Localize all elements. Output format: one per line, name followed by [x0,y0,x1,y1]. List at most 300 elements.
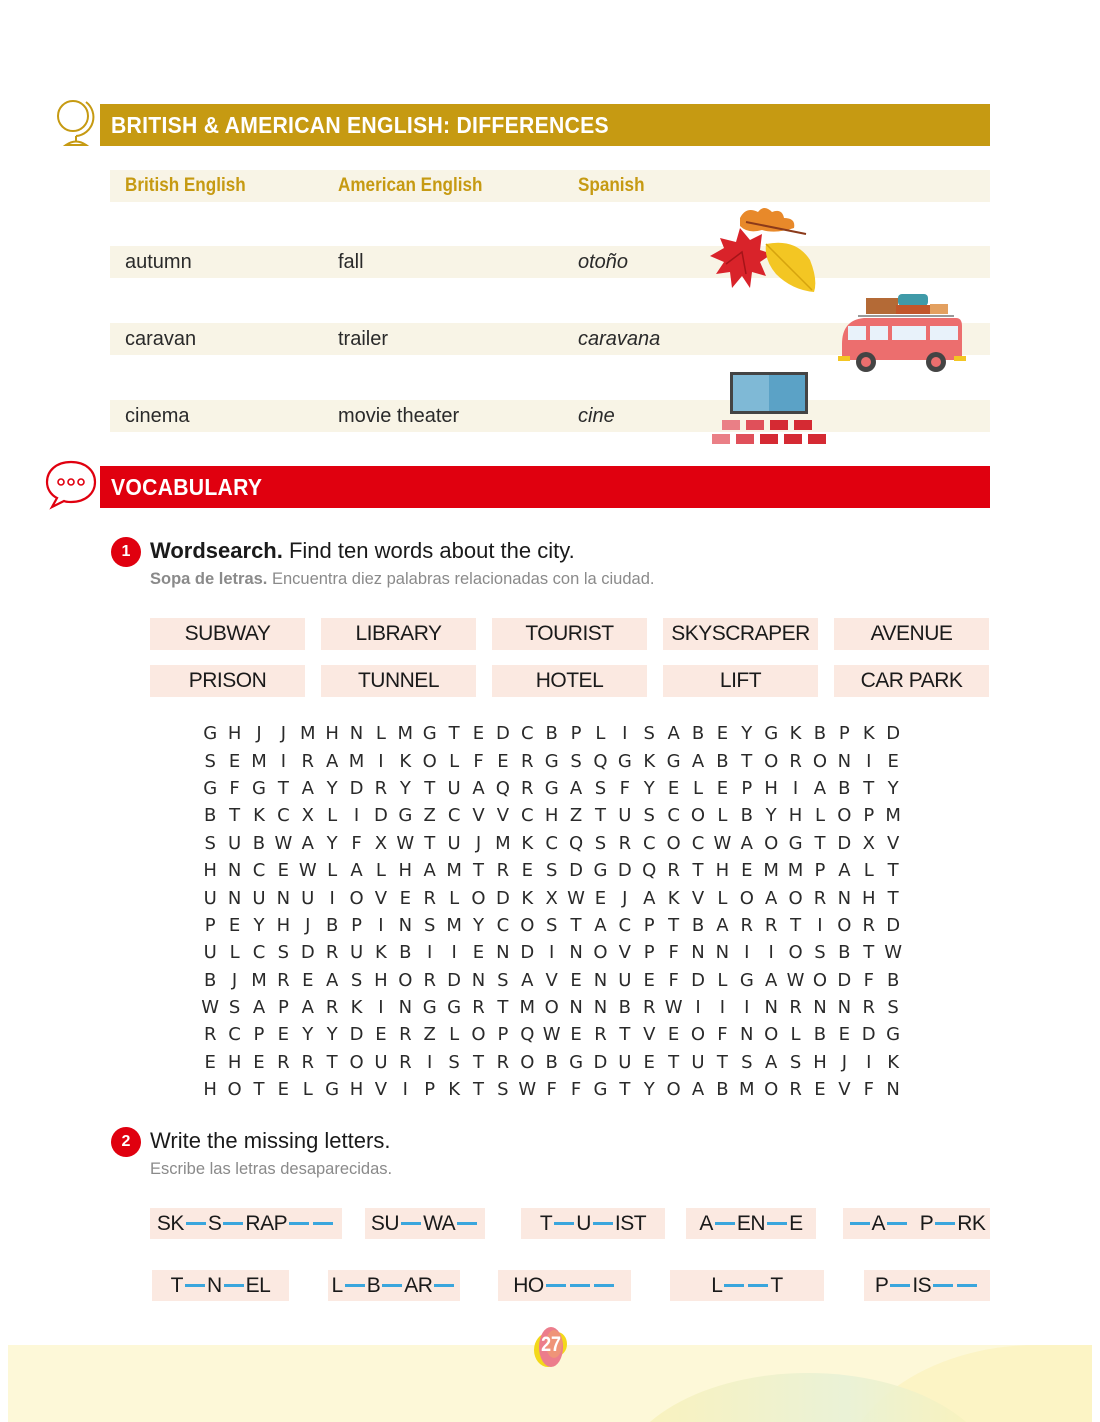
wordsearch-cell[interactable]: A [423,860,436,882]
wordsearch-cell[interactable]: C [447,805,461,827]
wordsearch-cell[interactable]: W [786,969,805,991]
wordsearch-cell[interactable]: A [325,750,339,772]
wordsearch-cell[interactable]: I [792,777,799,799]
wordsearch-cell[interactable]: I [402,1079,408,1101]
wordsearch-cell[interactable]: S [887,997,899,1019]
wordsearch-cell[interactable]: C [252,860,266,882]
wordsearch-cell[interactable]: M [397,723,414,745]
wordsearch-cell[interactable]: O [764,1024,779,1046]
wordsearch-cell[interactable]: M [519,997,536,1019]
wordsearch-cell[interactable]: V [691,887,705,909]
wordsearch-cell[interactable]: G [886,1024,901,1046]
letter-blank[interactable] [594,1284,614,1287]
wordsearch-cell[interactable]: Y [765,805,777,827]
wordsearch-cell[interactable]: X [374,832,388,854]
wordsearch-cell[interactable]: F [619,777,631,799]
wordsearch-cell[interactable]: I [719,997,726,1019]
wordsearch-cell[interactable]: B [740,805,753,827]
wordsearch-cell[interactable]: S [497,969,509,991]
wordsearch-cell[interactable]: N [398,997,413,1019]
wordsearch-cell[interactable]: U [618,805,632,827]
wordsearch-cell[interactable]: E [716,777,729,799]
letter-blank[interactable] [313,1222,333,1225]
letter-blank[interactable] [289,1222,309,1225]
wordsearch-cell[interactable]: L [375,723,386,745]
wordsearch-cell[interactable]: F [668,969,679,991]
wordsearch-cell[interactable]: D [837,832,852,854]
wordsearch-cell[interactable]: L [302,1079,313,1101]
wordsearch-cell[interactable]: W [884,942,903,964]
wordsearch-cell[interactable]: P [253,1024,265,1046]
wordsearch-cell[interactable]: A [569,777,583,799]
wordsearch-cell[interactable]: E [277,860,290,882]
wordsearch-cell[interactable]: D [691,969,705,991]
wordsearch-cell[interactable]: B [399,942,412,964]
wordsearch-cell[interactable]: X [301,805,314,827]
wordsearch-cell[interactable]: E [741,860,753,882]
wordsearch-cell[interactable]: O [349,887,364,909]
wordsearch-cell[interactable]: E [570,1024,582,1046]
wordsearch-cell[interactable]: H [276,914,291,936]
wordsearch-cell[interactable]: E [570,969,582,991]
wordsearch-cell[interactable]: N [837,997,852,1019]
wordsearch-cell[interactable]: S [448,1051,460,1073]
wordsearch-cell[interactable]: L [327,860,338,882]
wordsearch-cell[interactable]: U [203,942,217,964]
wordsearch-cell[interactable]: S [423,914,436,936]
missing-letters-word[interactable] [670,1270,824,1301]
missing-letters-word[interactable] [498,1270,631,1301]
wordsearch-cell[interactable]: L [449,750,460,772]
wordsearch-cell[interactable]: K [350,997,363,1019]
wordsearch-cell[interactable]: P [838,723,850,745]
wordsearch-cell[interactable]: B [204,805,217,827]
wordsearch-cell[interactable]: R [301,750,315,772]
wordsearch-cell[interactable]: T [448,723,460,745]
wordsearch-cell[interactable]: G [252,777,266,799]
wordsearch-cell[interactable]: T [594,805,606,827]
wordsearch-cell[interactable]: O [764,750,779,772]
wordsearch-cell[interactable]: P [424,1079,436,1101]
wordsearch-cell[interactable]: I [744,942,750,964]
wordsearch-cell[interactable]: O [471,887,486,909]
wordsearch-cell[interactable]: U [227,832,242,854]
wordsearch-cell[interactable]: O [666,832,681,854]
wordsearch-cell[interactable]: Y [741,723,753,745]
wordsearch-cell[interactable]: W [713,832,732,854]
wordsearch-cell[interactable]: N [593,997,608,1019]
wordsearch-cell[interactable]: H [227,1051,242,1073]
letter-blank[interactable] [434,1284,454,1287]
letter-blank[interactable] [224,1284,244,1287]
wordsearch-cell[interactable]: D [837,969,852,991]
wordsearch-cell[interactable]: V [886,832,900,854]
wordsearch-cell[interactable]: O [520,914,535,936]
wordsearch-cell[interactable]: F [717,1024,728,1046]
letter-blank[interactable] [382,1284,402,1287]
wordsearch-cell[interactable]: H [203,860,217,882]
wordsearch-cell[interactable]: D [520,942,535,964]
wordsearch-cell[interactable]: A [472,777,485,799]
wordsearch-cell[interactable]: L [449,1024,460,1046]
wordsearch-cell[interactable]: Y [887,777,899,799]
wordsearch-cell[interactable]: G [422,723,437,745]
wordsearch-cell[interactable]: E [472,942,485,964]
wordsearch-cell[interactable]: R [521,777,534,799]
wordsearch-cell[interactable]: T [326,1051,338,1073]
wordsearch-cell[interactable]: V [618,942,631,964]
wordsearch-cell[interactable]: L [375,860,386,882]
wordsearch-cell[interactable]: R [277,1051,290,1073]
wordsearch-cell[interactable]: O [837,914,852,936]
wordsearch-cell[interactable]: K [887,1051,900,1073]
wordsearch-cell[interactable]: O [812,750,828,772]
wordsearch-cell[interactable]: L [717,969,728,991]
wordsearch-cell[interactable]: G [593,1079,608,1101]
wordsearch-cell[interactable]: Q [520,1024,535,1046]
wordsearch-cell[interactable]: S [570,750,582,772]
wordsearch-cell[interactable]: A [813,777,827,799]
wordsearch-cell[interactable]: T [472,1051,484,1073]
wordsearch-cell[interactable]: M [495,832,511,854]
letter-blank[interactable] [593,1222,613,1225]
wordsearch-cell[interactable]: E [228,914,241,936]
wordsearch-cell[interactable]: I [866,1051,872,1073]
wordsearch-cell[interactable]: N [593,969,608,991]
wordsearch-cell[interactable]: R [789,997,802,1019]
wordsearch-cell[interactable]: T [741,750,753,772]
wordsearch-cell[interactable]: M [885,805,901,827]
wordsearch-cell[interactable]: N [764,997,778,1019]
letter-blank[interactable] [223,1222,243,1225]
wordsearch-cell[interactable]: E [667,1024,680,1046]
wordsearch-cell[interactable]: Q [568,832,584,854]
wordsearch-cell[interactable]: Q [593,750,608,772]
wordsearch-cell[interactable]: O [593,942,608,964]
wordsearch-cell[interactable]: R [423,969,436,991]
wordsearch-cell[interactable]: O [690,1024,706,1046]
wordsearch-cell[interactable]: T [497,997,509,1019]
wordsearch-cell[interactable]: D [593,1051,608,1073]
wordsearch-cell[interactable]: A [325,969,339,991]
wordsearch-cell[interactable]: C [520,805,534,827]
wordsearch-cell[interactable]: H [349,1079,364,1101]
wordsearch-cell[interactable]: G [203,723,218,745]
letter-blank[interactable] [933,1284,953,1287]
wordsearch-cell[interactable]: C [618,914,632,936]
wordsearch-cell[interactable]: B [716,1079,729,1101]
wordsearch-cell[interactable]: M [348,750,365,772]
wordsearch-cell[interactable]: G [788,832,803,854]
wordsearch-cell[interactable]: P [204,914,216,936]
wordsearch-cell[interactable]: E [497,750,509,772]
wordsearch-cell[interactable]: D [886,723,901,745]
wordsearch-cell[interactable]: V [472,805,485,827]
wordsearch-cell[interactable]: T [472,1079,484,1101]
wordsearch-cell[interactable]: G [325,1079,340,1101]
wordsearch-cell[interactable]: D [373,805,388,827]
wordsearch-cell[interactable]: F [863,969,874,991]
wordsearch-cell[interactable]: V [496,805,510,827]
letter-blank[interactable] [554,1222,574,1225]
wordsearch-cell[interactable]: B [545,1051,558,1073]
wordsearch-cell[interactable]: G [544,750,559,772]
wordsearch-cell[interactable]: C [691,832,705,854]
wordsearch-cell[interactable]: V [643,1024,656,1046]
wordsearch-cell[interactable]: A [521,969,534,991]
wordsearch-cell[interactable]: B [813,723,827,745]
wordsearch-cell[interactable]: T [619,1079,631,1101]
wordsearch-cell[interactable]: P [643,914,655,936]
wordsearch-cell[interactable]: G [569,1051,584,1073]
wordsearch-cell[interactable]: U [374,1051,388,1073]
wordsearch-cell[interactable]: Z [423,1024,436,1046]
letter-blank[interactable] [887,1222,907,1225]
wordsearch-cell[interactable]: M [299,723,316,745]
wordsearch-cell[interactable]: R [374,777,388,799]
wordsearch-cell[interactable]: U [349,942,364,964]
wordsearch-cell[interactable]: O [837,805,852,827]
wordsearch-grid[interactable] [198,720,905,1103]
wordsearch-cell[interactable]: U [618,1051,632,1073]
wordsearch-cell[interactable]: P [741,777,753,799]
wordsearch-cell[interactable]: R [521,750,534,772]
wordsearch-cell[interactable]: B [618,997,632,1019]
wordsearch-cell[interactable]: S [545,914,558,936]
wordsearch-cell[interactable]: C [496,914,510,936]
wordsearch-cell[interactable]: T [668,1051,680,1073]
wordsearch-cell[interactable]: T [424,777,436,799]
wordsearch-cell[interactable]: Q [495,777,510,799]
wordsearch-cell[interactable]: A [691,750,705,772]
missing-letters-word[interactable] [150,1208,342,1239]
wordsearch-cell[interactable]: L [229,942,240,964]
wordsearch-cell[interactable]: W [274,832,293,854]
wordsearch-cell[interactable]: L [449,887,460,909]
wordsearch-cell[interactable]: P [863,805,875,827]
wordsearch-cell[interactable]: N [886,1079,900,1101]
wordsearch-cell[interactable]: B [325,914,339,936]
wordsearch-cell[interactable]: A [301,777,314,799]
wordsearch-cell[interactable]: T [863,942,875,964]
wordsearch-cell[interactable]: A [350,860,363,882]
wordsearch-cell[interactable]: D [495,887,510,909]
wordsearch-cell[interactable]: H [325,723,339,745]
wordsearch-cell[interactable]: O [739,887,754,909]
wordsearch-cell[interactable]: H [227,723,242,745]
wordsearch-cell[interactable]: A [643,887,656,909]
wordsearch-cell[interactable]: G [398,805,413,827]
wordsearch-cell[interactable]: W [542,1024,561,1046]
wordsearch-cell[interactable]: N [398,914,413,936]
wordsearch-cell[interactable]: B [716,750,729,772]
wordsearch-cell[interactable]: I [549,942,555,964]
wordsearch-cell[interactable]: R [789,750,802,772]
wordsearch-cell[interactable]: T [887,860,899,882]
wordsearch-cell[interactable]: J [280,723,287,745]
wordsearch-cell[interactable]: N [227,860,242,882]
wordsearch-cell[interactable]: M [251,750,267,772]
wordsearch-cell[interactable]: E [228,750,241,772]
letter-blank[interactable] [457,1222,477,1225]
wordsearch-cell[interactable]: L [595,723,606,745]
wordsearch-cell[interactable]: W [298,860,317,882]
wordsearch-cell[interactable]: P [643,942,655,964]
wordsearch-cell[interactable]: A [765,1051,778,1073]
wordsearch-cell[interactable]: R [423,887,436,909]
wordsearch-cell[interactable]: G [422,997,437,1019]
wordsearch-cell[interactable]: D [349,1024,364,1046]
wordsearch-cell[interactable]: N [276,887,291,909]
wordsearch-cell[interactable]: S [789,1051,802,1073]
wordsearch-cell[interactable]: O [764,1079,779,1101]
wordsearch-cell[interactable]: E [277,1079,290,1101]
wordsearch-cell[interactable]: J [475,832,482,854]
wordsearch-cell[interactable]: T [229,805,241,827]
wordsearch-cell[interactable]: N [349,723,364,745]
wordsearch-cell[interactable]: K [521,887,534,909]
wordsearch-cell[interactable]: A [301,997,314,1019]
wordsearch-cell[interactable]: A [740,832,753,854]
wordsearch-cell[interactable]: E [716,723,729,745]
wordsearch-cell[interactable]: H [715,860,730,882]
wordsearch-cell[interactable]: M [787,860,804,882]
wordsearch-cell[interactable]: H [788,805,803,827]
wordsearch-cell[interactable]: J [305,914,311,936]
wordsearch-cell[interactable]: Y [643,777,655,799]
wordsearch-cell[interactable]: R [764,914,778,936]
wordsearch-cell[interactable]: J [841,1051,847,1073]
wordsearch-cell[interactable]: A [691,1079,705,1101]
wordsearch-cell[interactable]: H [861,887,876,909]
wordsearch-cell[interactable]: B [252,832,266,854]
wordsearch-cell[interactable]: O [764,832,779,854]
wordsearch-cell[interactable]: F [570,1079,582,1101]
wordsearch-cell[interactable]: M [446,914,462,936]
wordsearch-cell[interactable]: P [570,723,582,745]
wordsearch-cell[interactable]: J [231,969,238,991]
wordsearch-cell[interactable]: R [399,1051,412,1073]
wordsearch-cell[interactable]: A [594,914,607,936]
wordsearch-cell[interactable]: A [838,860,851,882]
wordsearch-cell[interactable]: D [617,860,632,882]
wordsearch-cell[interactable]: A [252,997,266,1019]
wordsearch-cell[interactable]: A [765,969,778,991]
wordsearch-cell[interactable]: T [619,1024,631,1046]
wordsearch-cell[interactable]: R [667,860,680,882]
wordsearch-cell[interactable]: Y [253,914,265,936]
wordsearch-cell[interactable]: H [398,860,413,882]
wordsearch-cell[interactable]: F [863,1079,874,1101]
wordsearch-cell[interactable]: E [667,777,680,799]
wordsearch-cell[interactable]: T [887,887,899,909]
wordsearch-cell[interactable]: U [447,832,461,854]
wordsearch-cell[interactable]: I [427,942,433,964]
wordsearch-cell[interactable]: L [863,860,874,882]
wordsearch-cell[interactable]: E [814,1079,826,1101]
wordsearch-cell[interactable]: A [301,832,314,854]
wordsearch-cell[interactable]: K [789,723,802,745]
wordsearch-cell[interactable]: G [544,777,559,799]
wordsearch-cell[interactable]: W [664,997,683,1019]
wordsearch-cell[interactable]: C [252,942,266,964]
wordsearch-cell[interactable]: S [814,942,826,964]
wordsearch-cell[interactable]: O [666,1079,681,1101]
wordsearch-cell[interactable]: I [378,914,384,936]
wordsearch-cell[interactable]: S [545,860,558,882]
wordsearch-cell[interactable]: R [203,1024,217,1046]
wordsearch-cell[interactable]: T [716,1051,728,1073]
wordsearch-cell[interactable]: D [861,1024,876,1046]
wordsearch-cell[interactable]: F [229,777,240,799]
wordsearch-cell[interactable]: I [817,914,823,936]
wordsearch-cell[interactable]: W [518,1079,537,1101]
wordsearch-cell[interactable]: Y [326,832,338,854]
missing-letters-word[interactable] [686,1208,816,1239]
wordsearch-cell[interactable]: G [739,969,754,991]
wordsearch-cell[interactable]: Q [642,860,657,882]
wordsearch-cell[interactable]: A [667,723,680,745]
wordsearch-cell[interactable]: M [251,969,267,991]
letter-blank[interactable] [748,1284,768,1287]
wordsearch-cell[interactable]: E [838,1024,851,1046]
wordsearch-cell[interactable]: B [813,1024,827,1046]
wordsearch-cell[interactable]: K [253,805,265,827]
wordsearch-cell[interactable]: O [544,997,559,1019]
wordsearch-cell[interactable]: Y [326,1024,338,1046]
wordsearch-cell[interactable]: B [691,723,705,745]
wordsearch-cell[interactable]: I [451,942,457,964]
wordsearch-cell[interactable]: E [399,887,411,909]
wordsearch-cell[interactable]: D [300,942,315,964]
wordsearch-cell[interactable]: L [327,805,338,827]
wordsearch-cell[interactable]: E [643,969,655,991]
letter-blank[interactable] [935,1222,955,1225]
wordsearch-cell[interactable]: Y [472,914,484,936]
wordsearch-cell[interactable]: N [740,1024,754,1046]
wordsearch-cell[interactable]: Z [423,805,436,827]
letter-blank[interactable] [185,1284,205,1287]
wordsearch-cell[interactable]: O [788,942,803,964]
wordsearch-cell[interactable]: S [228,997,241,1019]
wordsearch-cell[interactable]: S [204,750,216,772]
wordsearch-cell[interactable]: K [375,942,387,964]
wordsearch-cell[interactable]: O [422,750,437,772]
wordsearch-cell[interactable]: P [814,860,826,882]
wordsearch-cell[interactable]: I [744,997,750,1019]
wordsearch-cell[interactable]: D [495,723,510,745]
wordsearch-cell[interactable]: T [424,832,436,854]
wordsearch-cell[interactable]: S [204,832,216,854]
wordsearch-cell[interactable]: I [353,805,360,827]
wordsearch-cell[interactable]: W [567,887,585,909]
wordsearch-cell[interactable]: T [863,777,875,799]
wordsearch-cell[interactable]: B [545,723,558,745]
wordsearch-cell[interactable]: S [497,1079,509,1101]
wordsearch-cell[interactable]: T [472,860,484,882]
wordsearch-cell[interactable]: E [253,1051,265,1073]
wordsearch-cell[interactable]: G [666,750,681,772]
wordsearch-cell[interactable]: N [715,942,730,964]
wordsearch-cell[interactable]: N [691,942,705,964]
wordsearch-cell[interactable]: R [789,1079,802,1101]
wordsearch-cell[interactable]: R [642,997,656,1019]
wordsearch-cell[interactable]: F [668,942,679,964]
wordsearch-cell[interactable]: W [201,997,220,1019]
letter-blank[interactable] [724,1284,744,1287]
wordsearch-cell[interactable]: R [325,942,339,964]
wordsearch-cell[interactable]: I [378,750,384,772]
